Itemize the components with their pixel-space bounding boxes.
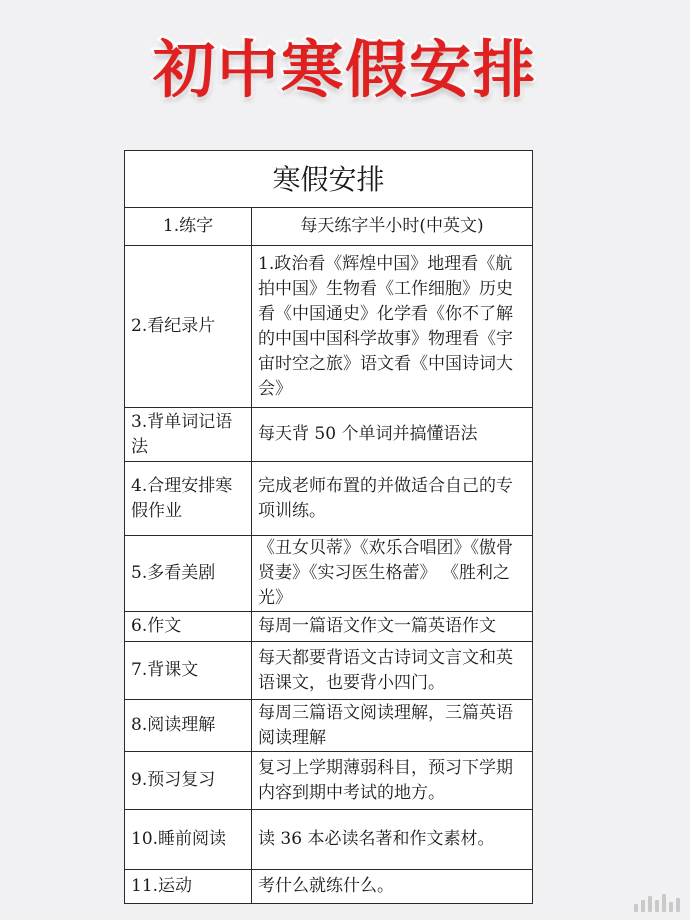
row-item: 3.背单词记语法 [125,408,252,462]
row-item: 7.背课文 [125,642,252,700]
watermark-bars-icon [634,894,680,912]
row-item: 1.练字 [125,208,252,246]
row-detail: 读 36 本必读名著和作文素材。 [252,810,533,870]
row-item: 5.多看美剧 [125,536,252,612]
row-item: 2.看纪录片 [125,246,252,408]
table-header: 寒假安排 [125,151,533,208]
row-detail: 1.政治看《辉煌中国》地理看《航拍中国》生物看《工作细胞》历史看《中国通史》化学看《你不了解的中国中国科学故事》物理看《宇宙时空之旅》语文看《中国诗词大会》 [252,246,533,408]
table-header-row [125,151,533,208]
row-item: 10.睡前阅读 [125,810,252,870]
row-item: 8.阅读理解 [125,700,252,752]
table-row [125,462,533,536]
table-row [125,408,533,462]
table-row [125,208,533,246]
row-item: 6.作文 [125,612,252,642]
table-row [125,700,533,752]
row-detail: 每天都要背语文古诗词文言文和英语课文，也要背小四门。 [252,642,533,700]
table-row [125,536,533,612]
holiday-plan-table [124,150,533,904]
table-row [125,752,533,810]
page-title: 初中寒假安排 [152,33,537,106]
row-detail: 每天练字半小时(中英文) [252,208,533,246]
row-detail: 每周三篇语文阅读理解，三篇英语阅读理解 [252,700,533,752]
row-item: 11.运动 [125,870,252,904]
row-detail: 考什么就练什么。 [252,870,533,904]
row-item: 9.预习复习 [125,752,252,810]
row-detail: 完成老师布置的并做适合自己的专项训练。 [252,462,533,536]
row-detail: 复习上学期薄弱科目，预习下学期内容到期中考试的地方。 [252,752,533,810]
row-detail: 每天背 50 个单词并搞懂语法 [252,408,533,462]
table-row [125,810,533,870]
row-detail: 《丑女贝蒂》《欢乐合唱团》《傲骨贤妻》《实习医生格蕾》 《胜利之光》 [252,536,533,612]
row-item: 4.合理安排寒假作业 [125,462,252,536]
table-row [125,246,533,408]
row-detail: 每周一篇语文作文一篇英语作文 [252,612,533,642]
table-row [125,612,533,642]
table-row [125,870,533,904]
table-row [125,642,533,700]
